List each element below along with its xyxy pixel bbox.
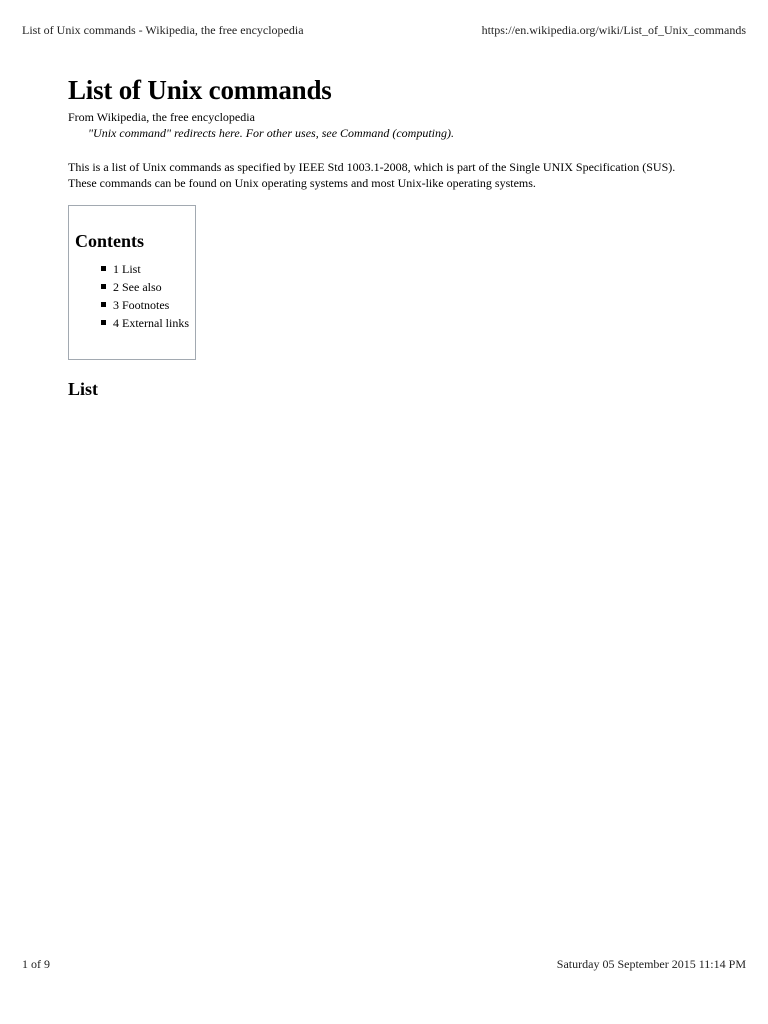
hatnote: "Unix command" redirects here. For other uses, see Command (computing).: [88, 126, 455, 140]
square-bullet-icon: [101, 302, 106, 307]
intro-paragraph: This is a list of Unix commands as specified by IEEE Std 1003.1-2008, which is part of the Single UNIX Specification (SUS). These commands can be found on Unix operating systems and most Unix-like operating systems.: [68, 160, 676, 190]
page-number: 1 of 9: [22, 957, 50, 971]
print-header-title: List of Unix commands - Wikipedia, the free encyclopedia: [22, 23, 304, 37]
table-of-contents: [68, 205, 196, 360]
toc-title: Contents: [75, 231, 145, 251]
square-bullet-icon: [101, 320, 106, 325]
toc-item-label[interactable]: 1 List: [113, 262, 141, 276]
article-content: [68, 70, 708, 418]
tagline: From Wikipedia, the free encyclopedia: [68, 110, 255, 124]
toc-item-external-links[interactable]: [101, 314, 189, 332]
square-bullet-icon: [101, 284, 106, 289]
toc-item-see-also[interactable]: [101, 278, 189, 296]
section-heading-list: List: [68, 379, 99, 399]
toc-item-footnotes[interactable]: [101, 296, 189, 314]
toc-item-list[interactable]: [101, 260, 189, 278]
print-header: [22, 22, 746, 38]
toc-item-label[interactable]: 3 Footnotes: [113, 298, 170, 312]
toc-item-label[interactable]: 2 See also: [113, 280, 162, 294]
toc-list: [75, 260, 189, 332]
print-header-url[interactable]: https://en.wikipedia.org/wiki/List_of_Unix_commands: [481, 23, 746, 37]
square-bullet-icon: [101, 266, 106, 271]
print-footer: [22, 956, 746, 972]
print-datetime: Saturday 05 September 2015 11:14 PM: [556, 957, 746, 971]
toc-item-label[interactable]: 4 External links: [113, 316, 189, 330]
page-title: List of Unix commands: [68, 75, 332, 105]
